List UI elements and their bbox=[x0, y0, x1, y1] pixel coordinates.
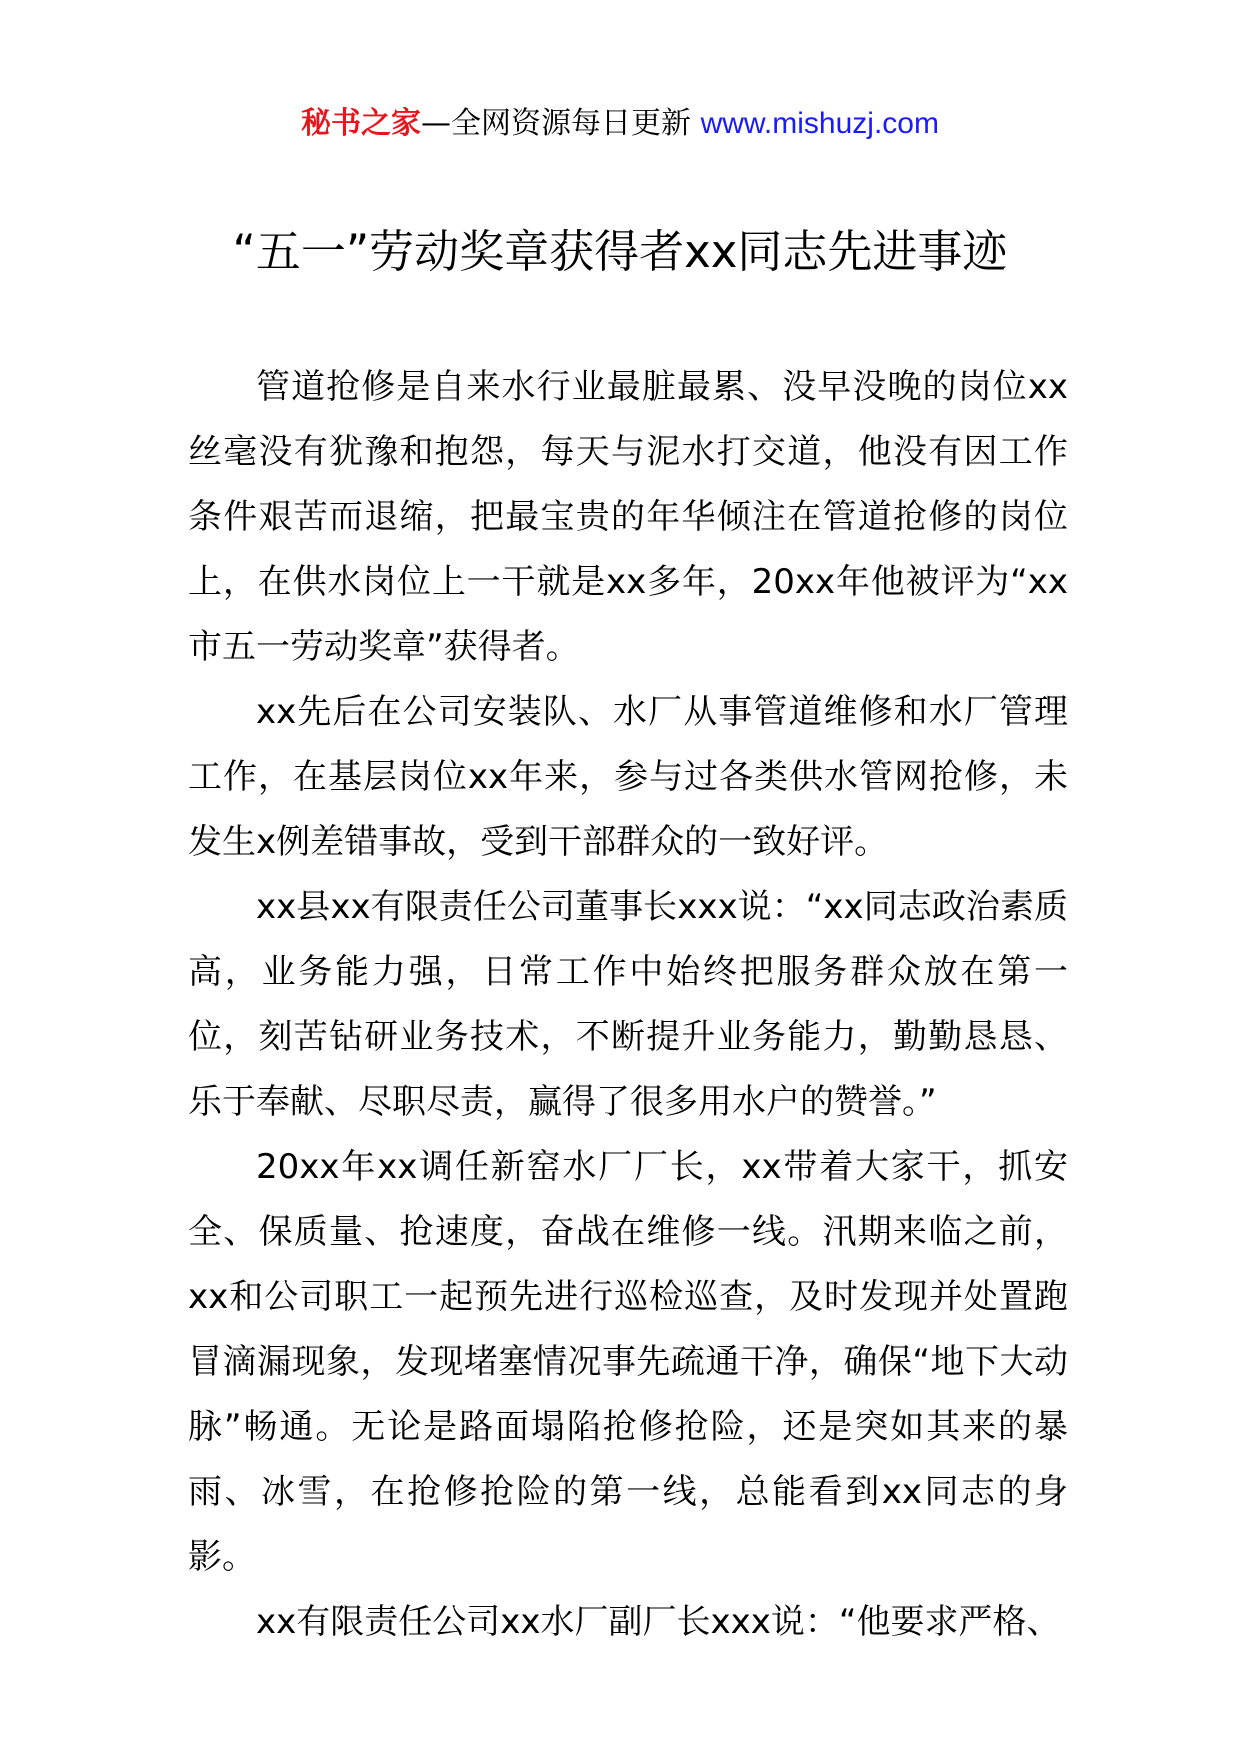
document-title: “五一”劳动奖章获得者xx同志先进事迹 bbox=[232, 225, 1008, 278]
site-url-link[interactable]: www.mishuzj.com bbox=[700, 107, 939, 140]
paragraph: 20xx年xx调任新窑水厂厂长，xx带着大家干，抓安全、保质量、抢速度，奋战在维修一线。汛期来临之前，xx和公司职工一起预先进行巡检巡查，及时发现并处置跑冒滴漏现象，发现堵塞情况事先疏通干净，确保“地下大动脉”畅通。无论是路面塌陷抢修抢险，还是突如其来的暴雨、冰雪，在抢修抢险的第一线，总能看到xx同志的身影。 bbox=[188, 1147, 1068, 1577]
site-header bbox=[0, 100, 1240, 148]
document-body bbox=[188, 355, 1068, 1655]
paragraph: 管道抢修是自来水行业最脏最累、没早没晚的岗位xx丝毫没有犹豫和抱怨，每天与泥水打交道，他没有因工作条件艰苦而退缩，把最宝贵的年华倾注在管道抢修的岗位上，在供水岗位上一干就是xx多年，20xx年他被评为“xx市五一劳动奖章”获得者。 bbox=[188, 367, 1068, 667]
header-tagline: —全网资源每日更新 bbox=[421, 106, 692, 141]
paragraph: xx先后在公司安装队、水厂从事管道维修和水厂管理工作，在基层岗位xx年来，参与过各类供水管网抢修，未发生x例差错事故，受到干部群众的一致好评。 bbox=[188, 692, 1068, 862]
paragraph: xx县xx有限责任公司董事长xxx说：“xx同志政治素质高，业务能力强，日常工作中始终把服务群众放在第一位，刻苦钻研业务技术，不断提升业务能力，勤勤恳恳、乐于奉献、尽职尽责，赢得了很多用水户的赞誉。” bbox=[188, 887, 1068, 1122]
brand-name: 秘书之家 bbox=[301, 106, 422, 141]
paragraph: xx有限责任公司xx水厂副厂长xxx说：“他要求严格、 bbox=[256, 1602, 1061, 1642]
